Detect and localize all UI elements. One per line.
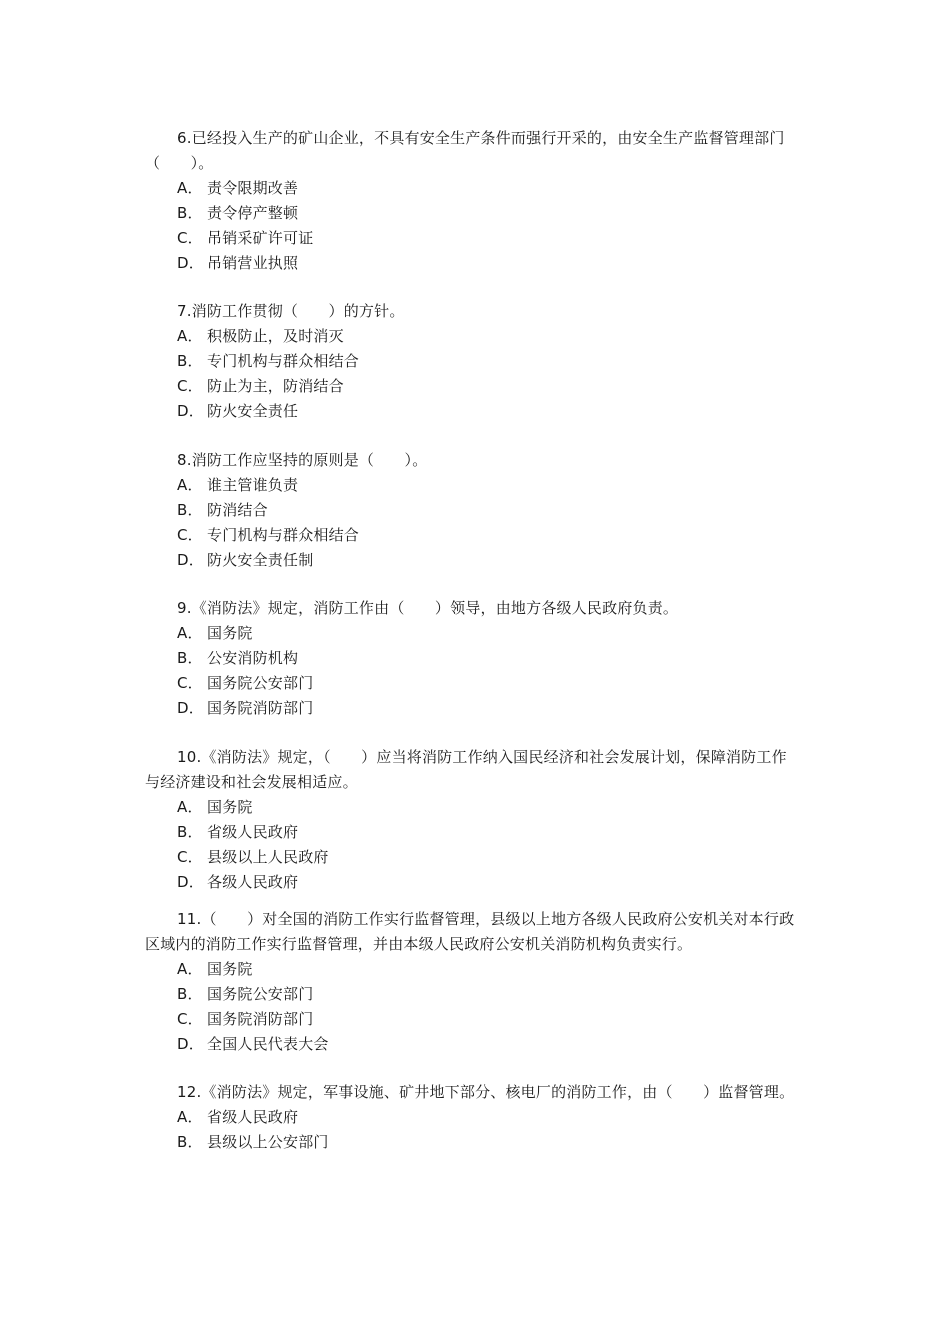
option-text: 防消结合 — [207, 501, 268, 519]
option-d — [145, 548, 800, 573]
question-text — [145, 907, 800, 957]
question-list — [145, 126, 800, 1155]
question-stem: 《消防法》规定，消防工作由（ ）领导，由地方各级人民政府负责。 — [191, 599, 679, 617]
option-list — [145, 1105, 800, 1155]
option-letter: C． — [177, 848, 203, 866]
option-list — [145, 473, 800, 573]
spacer — [145, 721, 800, 745]
option-text: 国务院消防部门 — [207, 1010, 314, 1028]
question-text — [145, 1080, 800, 1105]
option-d — [145, 1032, 800, 1057]
option-b — [145, 982, 800, 1007]
option-b — [145, 201, 800, 226]
option-letter: C． — [177, 229, 203, 247]
question-text — [145, 299, 800, 324]
question-text — [145, 126, 800, 176]
option-letter: D． — [177, 1035, 204, 1053]
spacer — [145, 424, 800, 448]
option-text: 全国人民代表大会 — [207, 1035, 329, 1053]
question-7 — [145, 299, 800, 424]
option-d — [145, 696, 800, 721]
option-c — [145, 1007, 800, 1032]
option-text: 县级以上公安部门 — [207, 1133, 329, 1151]
option-letter: A． — [177, 1108, 203, 1126]
option-text: 国务院 — [207, 960, 253, 978]
option-text: 谁主管谁负责 — [207, 476, 299, 494]
option-text: 防火安全责任 — [207, 402, 299, 420]
question-6 — [145, 126, 800, 276]
spacer — [145, 895, 800, 907]
option-text: 省级人民政府 — [207, 1108, 299, 1126]
question-9 — [145, 596, 800, 721]
option-letter: B． — [177, 649, 203, 667]
question-stem: 消防工作应坚持的原则是（ ）。 — [191, 451, 428, 469]
option-text: 国务院 — [207, 798, 253, 816]
question-number: 6. — [177, 129, 192, 147]
option-letter: D． — [177, 551, 204, 569]
option-letter: D． — [177, 254, 204, 272]
option-d — [145, 251, 800, 276]
option-text: 吊销采矿许可证 — [207, 229, 314, 247]
option-letter: A． — [177, 179, 203, 197]
option-letter: B． — [177, 985, 203, 1003]
option-text: 吊销营业执照 — [207, 254, 299, 272]
question-number: 8. — [177, 451, 192, 469]
option-letter: C． — [177, 1010, 203, 1028]
option-b — [145, 820, 800, 845]
spacer — [145, 573, 800, 596]
option-text: 专门机构与群众相结合 — [207, 526, 360, 544]
option-text: 省级人民政府 — [207, 823, 299, 841]
spacer — [145, 1057, 800, 1080]
option-d — [145, 399, 800, 424]
option-letter: C． — [177, 526, 203, 544]
option-letter: D． — [177, 402, 204, 420]
option-letter: C． — [177, 377, 203, 395]
option-c — [145, 374, 800, 399]
question-text — [145, 745, 800, 795]
option-c — [145, 671, 800, 696]
question-number: 12. — [177, 1083, 202, 1101]
option-list — [145, 176, 800, 276]
option-a — [145, 621, 800, 646]
question-stem: （ ）对全国的消防工作实行监督管理，县级以上地方各级人民政府公安机关对本行政区域内的消防工作实行监督管理，并由本级人民政府公安机关消防机构负责实行。 — [145, 910, 795, 953]
question-8 — [145, 448, 800, 573]
option-letter: D． — [177, 873, 204, 891]
question-stem: 消防工作贯彻（ ）的方针。 — [191, 302, 405, 320]
spacer — [145, 276, 800, 299]
option-a — [145, 1105, 800, 1130]
option-letter: A． — [177, 327, 203, 345]
option-text: 各级人民政府 — [207, 873, 299, 891]
option-text: 国务院公安部门 — [207, 985, 314, 1003]
question-number: 7. — [177, 302, 192, 320]
option-text: 责令停产整顿 — [207, 204, 299, 222]
option-letter: B． — [177, 352, 203, 370]
option-d — [145, 870, 800, 895]
question-12 — [145, 1080, 800, 1155]
question-11 — [145, 907, 800, 1057]
option-letter: B． — [177, 1133, 203, 1151]
option-c — [145, 523, 800, 548]
question-text — [145, 448, 800, 473]
option-b — [145, 646, 800, 671]
option-a — [145, 324, 800, 349]
question-10 — [145, 745, 800, 895]
option-letter: A． — [177, 476, 203, 494]
option-c — [145, 226, 800, 251]
option-a — [145, 957, 800, 982]
option-b — [145, 1130, 800, 1155]
option-letter: B． — [177, 204, 203, 222]
question-stem: 已经投入生产的矿山企业，不具有安全生产条件而强行开采的，由安全生产监督管理部门（ ）。 — [145, 129, 785, 172]
option-c — [145, 845, 800, 870]
option-text: 国务院消防部门 — [207, 699, 314, 717]
option-letter: D． — [177, 699, 204, 717]
option-text: 专门机构与群众相结合 — [207, 352, 360, 370]
option-text: 国务院公安部门 — [207, 674, 314, 692]
option-list — [145, 621, 800, 721]
option-list — [145, 324, 800, 424]
option-text: 责令限期改善 — [207, 179, 299, 197]
option-text: 县级以上人民政府 — [207, 848, 329, 866]
option-b — [145, 498, 800, 523]
option-letter: B． — [177, 501, 203, 519]
option-list — [145, 795, 800, 895]
option-text: 积极防止，及时消灭 — [207, 327, 344, 345]
option-a — [145, 176, 800, 201]
question-stem: 《消防法》规定，军事设施、矿井地下部分、核电厂的消防工作，由（ ）监督管理。 — [201, 1083, 795, 1101]
option-list — [145, 957, 800, 1057]
option-letter: C． — [177, 674, 203, 692]
option-b — [145, 349, 800, 374]
question-number: 11. — [177, 910, 202, 928]
option-text: 国务院 — [207, 624, 253, 642]
option-letter: A． — [177, 960, 203, 978]
question-stem: 《消防法》规定，（ ）应当将消防工作纳入国民经济和社会发展计划，保障消防工作与经济建设和社会发展相适应。 — [145, 748, 787, 791]
option-text: 防火安全责任制 — [207, 551, 314, 569]
question-number: 9. — [177, 599, 192, 617]
option-letter: A． — [177, 624, 203, 642]
option-letter: B． — [177, 823, 203, 841]
question-text — [145, 596, 800, 621]
option-text: 防止为主，防消结合 — [207, 377, 344, 395]
option-a — [145, 795, 800, 820]
option-a — [145, 473, 800, 498]
option-text: 公安消防机构 — [207, 649, 299, 667]
question-number: 10. — [177, 748, 202, 766]
option-letter: A． — [177, 798, 203, 816]
